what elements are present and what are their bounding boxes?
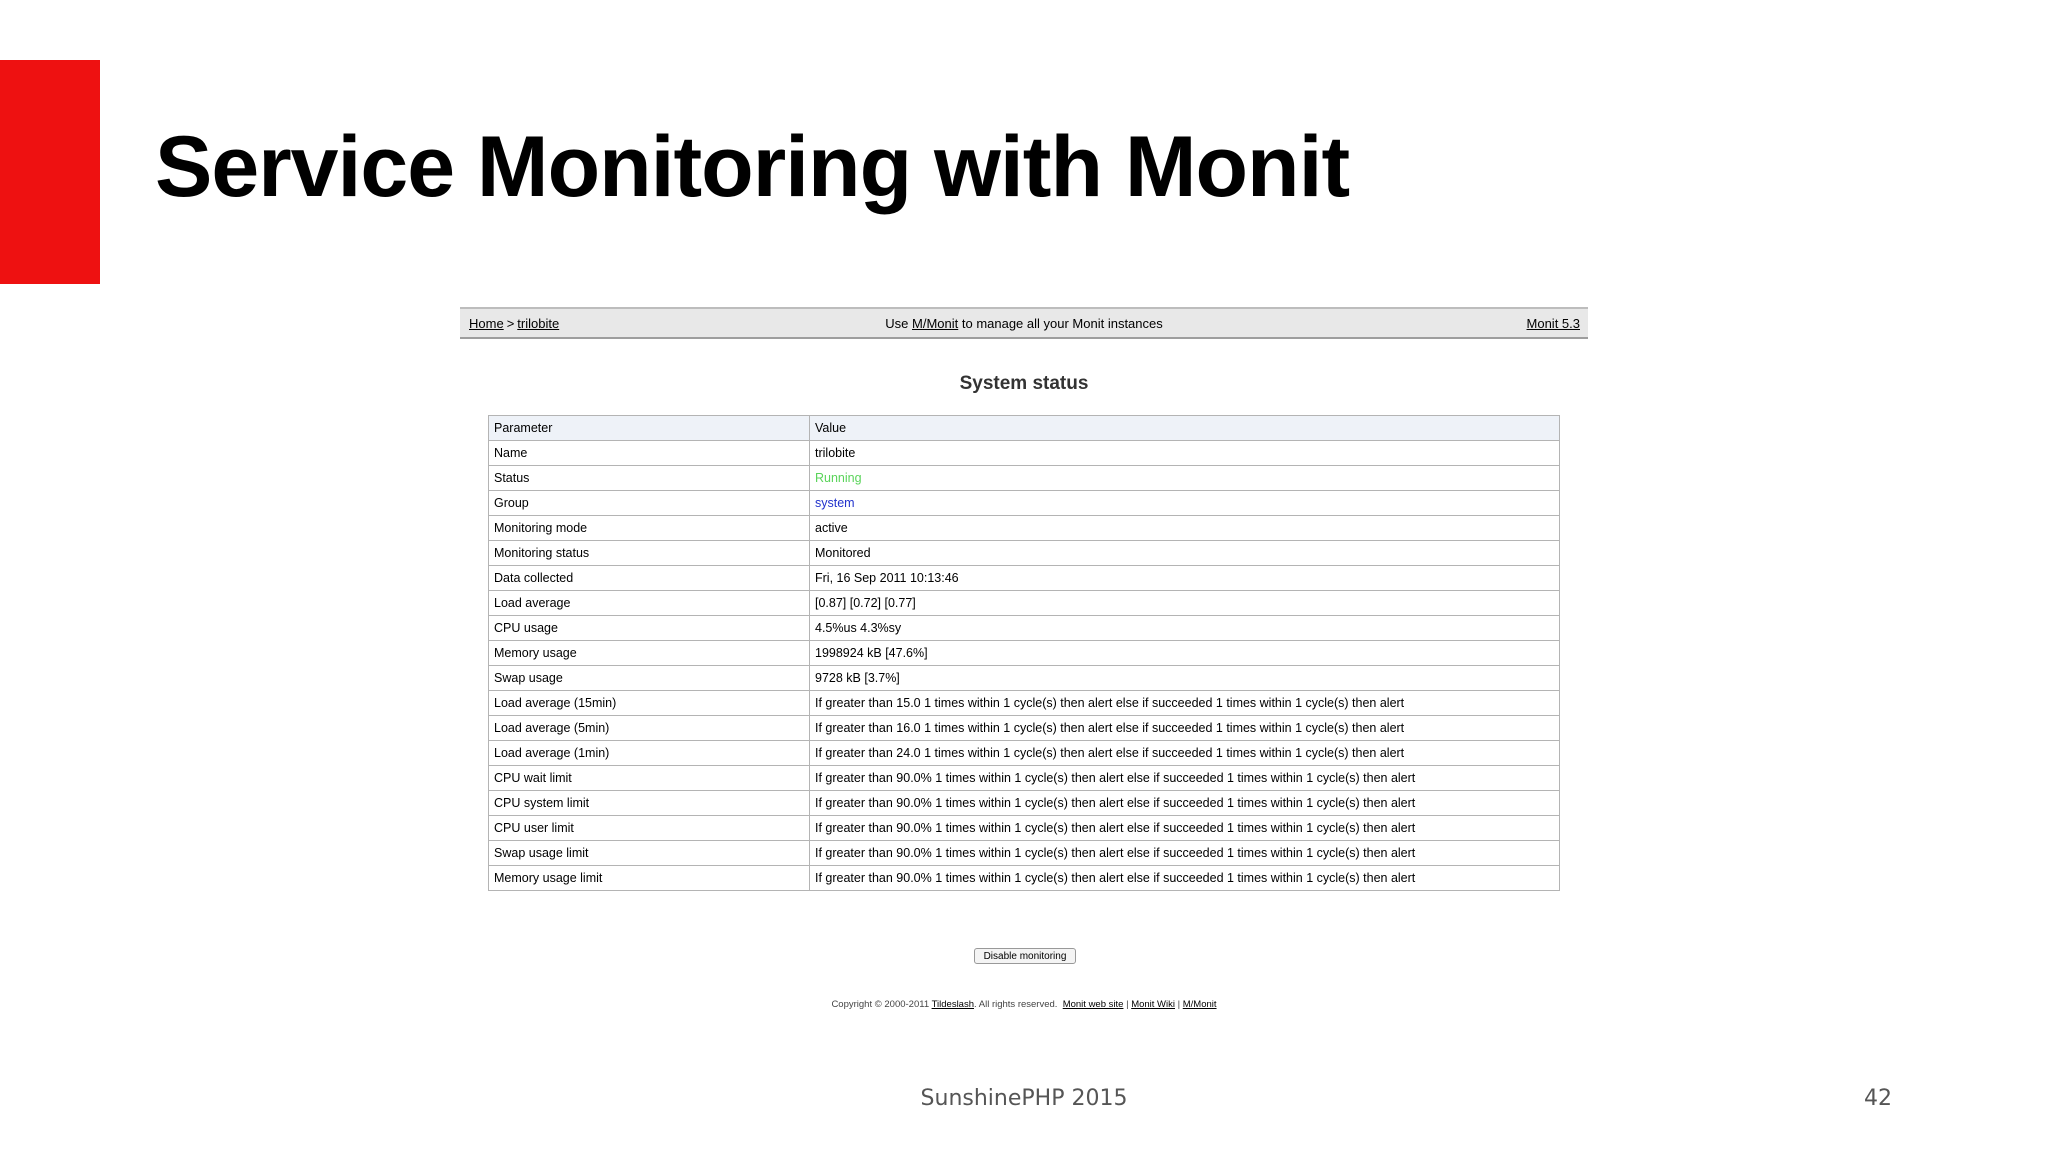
table-header-row: [489, 416, 1560, 441]
value-cell: Fri, 16 Sep 2011 10:13:46: [810, 566, 1560, 591]
copyright-text: Copyright © 2000-2011: [831, 999, 930, 1010]
parameter-cell: Load average: [489, 591, 810, 616]
table-row: [489, 666, 1560, 691]
mmonit-link[interactable]: M/Monit: [912, 316, 959, 331]
table-row: [489, 766, 1560, 791]
table-row: [489, 791, 1560, 816]
table-row: [489, 741, 1560, 766]
table-row: [489, 491, 1560, 516]
value-cell: If greater than 24.0 1 times within 1 cycle(s) then alert else if succeeded 1 times within 1 cycle(s) then alert: [810, 741, 1560, 766]
mmonit-note-suffix: to manage all your Monit instances: [961, 316, 1163, 331]
table-row: [489, 866, 1560, 891]
table-row: [489, 566, 1560, 591]
value-cell: 9728 kB [3.7%]: [810, 666, 1560, 691]
table-row: [489, 691, 1560, 716]
slide-title: Service Monitoring with Monit: [155, 119, 1350, 215]
parameter-cell: CPU usage: [489, 616, 810, 641]
value-cell: Running: [810, 466, 1560, 491]
mmonit-note-prefix: Use: [885, 316, 909, 331]
monit-website-link[interactable]: Monit web site: [1062, 999, 1124, 1010]
footer-link-separator: |: [1126, 999, 1129, 1010]
value-cell: If greater than 90.0% 1 times within 1 cycle(s) then alert else if succeeded 1 times within 1 cycle(s) then alert: [810, 766, 1560, 791]
parameter-cell: Memory usage limit: [489, 866, 810, 891]
parameter-cell: Memory usage: [489, 641, 810, 666]
copyright-rights: . All rights reserved.: [974, 999, 1058, 1010]
system-status-table: [488, 415, 1560, 891]
value-cell: If greater than 90.0% 1 times within 1 cycle(s) then alert else if succeeded 1 times within 1 cycle(s) then alert: [810, 816, 1560, 841]
parameter-cell: Monitoring mode: [489, 516, 810, 541]
table-row: [489, 841, 1560, 866]
value-cell: active: [810, 516, 1560, 541]
value-cell: If greater than 90.0% 1 times within 1 cycle(s) then alert else if succeeded 1 times within 1 cycle(s) then alert: [810, 791, 1560, 816]
monit-top-bar: [460, 307, 1588, 339]
parameter-cell: Load average (15min): [489, 691, 810, 716]
table-row: [489, 541, 1560, 566]
parameter-cell: Monitoring status: [489, 541, 810, 566]
value-cell: 4.5%us 4.3%sy: [810, 616, 1560, 641]
parameter-column-header: Parameter: [489, 416, 810, 441]
value-cell: If greater than 15.0 1 times within 1 cycle(s) then alert else if succeeded 1 times within 1 cycle(s) then alert: [810, 691, 1560, 716]
disable-monitoring-button[interactable]: Disable monitoring: [974, 948, 1076, 964]
table-row: [489, 641, 1560, 666]
table-row: [489, 466, 1560, 491]
parameter-cell: Load average (5min): [489, 716, 810, 741]
table-row: [489, 591, 1560, 616]
parameter-cell: Data collected: [489, 566, 810, 591]
value-column-header: Value: [810, 416, 1560, 441]
value-cell: If greater than 16.0 1 times within 1 cycle(s) then alert else if succeeded 1 times within 1 cycle(s) then alert: [810, 716, 1560, 741]
value-cell: trilobite: [810, 441, 1560, 466]
table-row: [489, 616, 1560, 641]
monit-screenshot: [460, 305, 1588, 1035]
breadcrumb-home-link[interactable]: Home: [469, 316, 504, 331]
parameter-cell: Name: [489, 441, 810, 466]
value-cell: 1998924 kB [47.6%]: [810, 641, 1560, 666]
table-row: [489, 441, 1560, 466]
slide-page-number: 42: [1864, 1086, 1892, 1111]
parameter-cell: Swap usage limit: [489, 841, 810, 866]
table-row: [489, 816, 1560, 841]
value-cell: If greater than 90.0% 1 times within 1 cycle(s) then alert else if succeeded 1 times within 1 cycle(s) then alert: [810, 866, 1560, 891]
monit-wiki-link[interactable]: Monit Wiki: [1131, 999, 1175, 1010]
parameter-cell: Load average (1min): [489, 741, 810, 766]
parameter-cell: Group: [489, 491, 810, 516]
system-status-heading: System status: [959, 373, 1089, 394]
parameter-cell: CPU user limit: [489, 816, 810, 841]
mmonit-footer-link[interactable]: M/Monit: [1182, 999, 1217, 1010]
copyright-line: [460, 999, 1588, 1010]
footer-link-separator: |: [1177, 999, 1181, 1010]
tildeslash-link[interactable]: Tildeslash: [931, 999, 974, 1010]
parameter-cell: CPU wait limit: [489, 766, 810, 791]
slide-footer: SunshinePHP 2015: [920, 1086, 1128, 1111]
breadcrumb-separator: >: [506, 316, 515, 331]
value-cell: Monitored: [810, 541, 1560, 566]
table-row: [489, 716, 1560, 741]
value-cell: system: [810, 491, 1560, 516]
value-cell: If greater than 90.0% 1 times within 1 cycle(s) then alert else if succeeded 1 times within 1 cycle(s) then alert: [810, 841, 1560, 866]
mmonit-note: [460, 316, 1588, 331]
red-accent-bar: [0, 60, 100, 284]
monit-version-link[interactable]: Monit 5.3: [1526, 316, 1580, 331]
table-row: [489, 516, 1560, 541]
parameter-cell: Swap usage: [489, 666, 810, 691]
parameter-cell: CPU system limit: [489, 791, 810, 816]
value-cell: [0.87] [0.72] [0.77]: [810, 591, 1560, 616]
breadcrumb-host-link[interactable]: trilobite: [517, 316, 560, 331]
parameter-cell: Status: [489, 466, 810, 491]
